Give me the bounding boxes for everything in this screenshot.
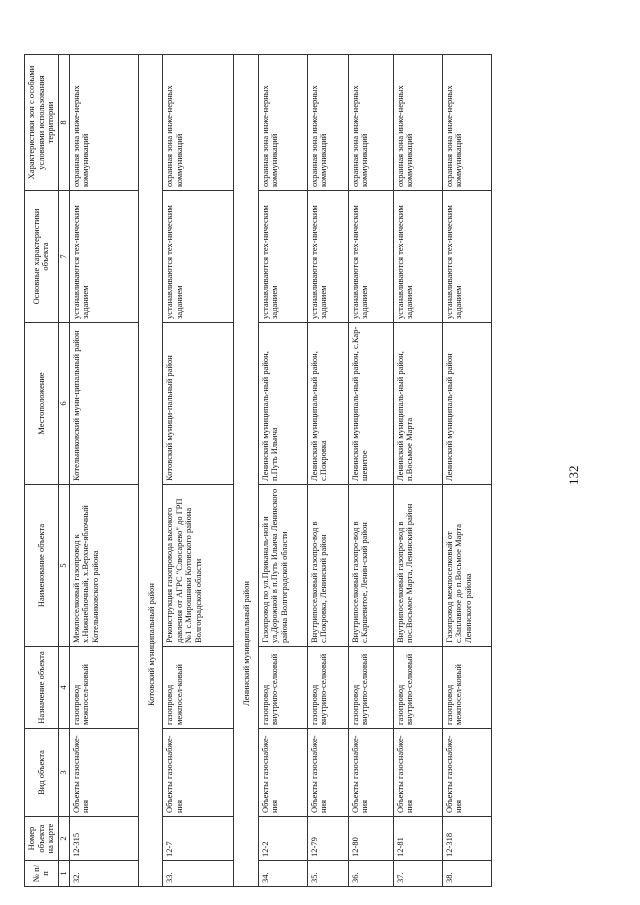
- row-number: 37.: [393, 861, 442, 887]
- object-location: Ленинский муниципаль-ный район, с.Кар-шевитое: [348, 323, 393, 485]
- objects-table: [24, 54, 492, 887]
- object-purpose: газопровод внутрипо-селковый: [348, 647, 393, 729]
- object-characteristics: устанавливаются тех-ническим заданием: [393, 191, 442, 323]
- section-title: Ленинский муниципальный район: [234, 55, 259, 887]
- object-location: Ленинский муниципаль-ный район: [442, 323, 491, 485]
- object-name: Межпоселковый газопровод к х.Нижнеблочный, х.Верхне-яблочный Котельниковского района: [69, 485, 138, 647]
- object-characteristics: устанавливаются тех-ническим заданием: [258, 191, 307, 323]
- header-cell: Назначение объекта: [25, 647, 59, 729]
- object-kind: Объекты газоснабже-ния: [348, 729, 393, 817]
- header-cell: Вид объекта: [25, 729, 59, 817]
- object-purpose: газопровод межпосел-ковый: [442, 647, 491, 729]
- section-row: [234, 55, 259, 887]
- table-row: [69, 55, 138, 887]
- zone-characteristics: охранная зона инже-нерных коммуникаций: [163, 55, 234, 191]
- object-kind: Объекты газоснабже-ния: [393, 729, 442, 817]
- object-name: Внутрипоселковый газопро-вод в с.Покровка, Ленинский район: [307, 485, 348, 647]
- object-kind: Объекты газоснабже-ния: [442, 729, 491, 817]
- object-name: Газопровод по ул.Приканаль-ной и ул.Дорожной в п.Путь Ильича Ленинского района Волгоградской области: [258, 485, 307, 647]
- object-location: Котельниковский муни-ципальный район: [69, 323, 138, 485]
- table-row: [307, 55, 348, 887]
- header-cell: Основные характеристики объекта: [25, 191, 59, 323]
- object-kind: Объекты газоснабже-ния: [258, 729, 307, 817]
- object-location: Ленинский муниципаль-ный район, п.Путь Ильича: [258, 323, 307, 485]
- object-characteristics: устанавливаются тех-ническим заданием: [348, 191, 393, 323]
- object-kind: Объекты газоснабже-ния: [69, 729, 138, 817]
- zone-characteristics: охранная зона инже-нерных коммуникаций: [348, 55, 393, 191]
- zone-characteristics: охранная зона инже-нерных коммуникаций: [393, 55, 442, 191]
- object-characteristics: устанавливаются тех-ническим заданием: [307, 191, 348, 323]
- map-code: 12-7: [163, 817, 234, 861]
- column-number: 5: [58, 485, 69, 647]
- section-row: [138, 55, 163, 887]
- map-code: 12-2: [258, 817, 307, 861]
- table-row: [442, 55, 491, 887]
- row-number: 34.: [258, 861, 307, 887]
- row-number: 36.: [348, 861, 393, 887]
- object-location: Ленинский муниципаль-ный район, п.Восьмое Марта: [393, 323, 442, 485]
- column-number: 8: [58, 55, 69, 191]
- object-characteristics: устанавливаются тех-ническим заданием: [163, 191, 234, 323]
- object-name: Газопровод межпоселковый от с.Заплавное до п.Восьмое Марта Ленинского района: [442, 485, 491, 647]
- header-row: [25, 55, 59, 887]
- object-location: Котовский муници-пальный район: [163, 323, 234, 485]
- object-characteristics: устанавливаются тех-ническим заданием: [442, 191, 491, 323]
- header-cell: № п/п: [25, 861, 59, 887]
- header-cell: Наименование объекта: [25, 485, 59, 647]
- object-purpose: газопровод внутрипо-селковый: [258, 647, 307, 729]
- header-cell: Номер объекта на карте: [25, 817, 59, 861]
- column-number-row: [58, 55, 69, 887]
- map-code: 12-81: [393, 817, 442, 861]
- object-purpose: газопровод межпосел-ковый: [69, 647, 138, 729]
- zone-characteristics: охранная зона инже-нерных коммуникаций: [307, 55, 348, 191]
- object-kind: Объекты газоснабже-ния: [307, 729, 348, 817]
- row-number: 33.: [163, 861, 234, 887]
- column-number: 4: [58, 647, 69, 729]
- column-number: 7: [58, 191, 69, 323]
- object-name: Внутрипоселковый газопро-вод в пос.Восьмое Марта, Ленинский район: [393, 485, 442, 647]
- map-code: 12-79: [307, 817, 348, 861]
- object-kind: Объекты газоснабже-ния: [163, 729, 234, 817]
- row-number: 35.: [307, 861, 348, 887]
- table-row: [393, 55, 442, 887]
- section-title: Котовский муниципальный район: [138, 55, 163, 887]
- column-number: 3: [58, 729, 69, 817]
- zone-characteristics: охранная зона инже-нерных коммуникаций: [442, 55, 491, 191]
- object-purpose: газопровод внутрипо-селковый: [393, 647, 442, 729]
- header-cell: Характеристики зон с особыми условиями использования территории: [25, 55, 59, 191]
- table-row: [163, 55, 234, 887]
- page-number: 132: [566, 465, 581, 485]
- table-row: [258, 55, 307, 887]
- row-number: 32.: [69, 861, 138, 887]
- object-name: Реконструкция газопровода высокого давления от АГРС "Слюсарево" до ГРП №1 с.Мирошники Котовского района Волгоградской области: [163, 485, 234, 647]
- object-purpose: газопровод внутрипо-селковый: [307, 647, 348, 729]
- column-number: 1: [58, 861, 69, 887]
- object-characteristics: устанавливаются тех-ническим заданием: [69, 191, 138, 323]
- map-code: 12-318: [442, 817, 491, 861]
- column-number: 2: [58, 817, 69, 861]
- column-number: 6: [58, 323, 69, 485]
- zone-characteristics: охранная зона инже-нерных коммуникаций: [258, 55, 307, 191]
- map-code: 12-80: [348, 817, 393, 861]
- object-location: Ленинский муниципаль-ный район, с.Покровка: [307, 323, 348, 485]
- object-purpose: газопровод межпосел-ковый: [163, 647, 234, 729]
- map-code: 12-315: [69, 817, 138, 861]
- zone-characteristics: охранная зона инже-нерных коммуникаций: [69, 55, 138, 191]
- row-number: 38.: [442, 861, 491, 887]
- table-row: [348, 55, 393, 887]
- table-body: [69, 55, 491, 887]
- header-cell: Местоположение: [25, 323, 59, 485]
- object-name: Внутрипоселковый газопро-вод в с.Каршевитое, Ленин-ский район: [348, 485, 393, 647]
